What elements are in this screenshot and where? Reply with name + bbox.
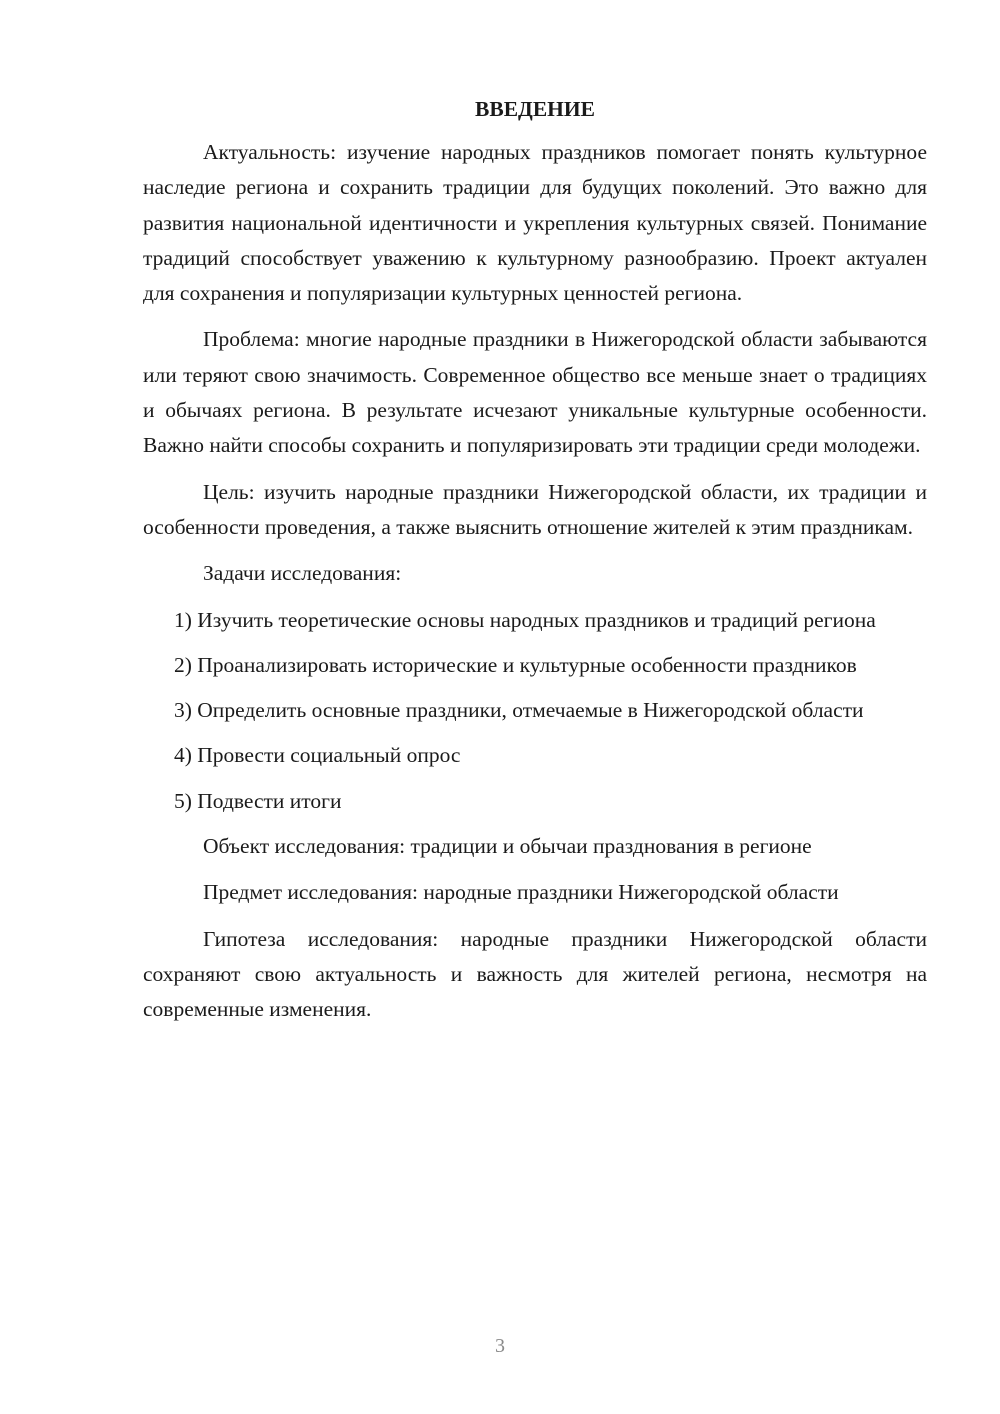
tasks-list bbox=[143, 603, 927, 819]
goal-paragraph: Цель: изучить народные праздники Нижегородской области, их традиции и особенности проведения, а также выяснить отношение жителей к этим праздникам. bbox=[143, 479, 927, 539]
relevance-paragraph: Актуальность: изучение народных праздников помогает понять культурное наследие региона и сохранить традиции для будущих поколений. Это важно для развития национальной идентичности и укрепления культурных связей. Понимание традиций способствует уважению к культурному разнообразию. Проект актуален для сохранения и популяризации культурных ценностей региона. bbox=[143, 140, 927, 306]
task-item-5: 5) Подвести итоги bbox=[174, 788, 342, 813]
problem-paragraph: Проблема: многие народные праздники в Нижегородской области забываются или теряют свою значимость. Современное общество все меньше знает о традициях и обычаях региона. В результате исчезают уникальные культурные особенности. Важно найти способы сохранить и популяризировать эти традиции среди молодежи. bbox=[143, 327, 927, 458]
page-number: 3 bbox=[495, 1335, 505, 1357]
task-item-1: 1) Изучить теоретические основы народных праздников и традиций региона bbox=[174, 607, 876, 632]
task-item-4: 4) Провести социальный опрос bbox=[174, 743, 461, 768]
subject-paragraph: Предмет исследования: народные праздники Нижегородской области bbox=[203, 880, 839, 905]
tasks-heading: Задачи исследования: bbox=[203, 561, 402, 586]
section-title: ВВЕДЕНИЕ bbox=[475, 97, 595, 121]
hypothesis-paragraph: Гипотеза исследования: народные праздники Нижегородской области сохраняют свою актуальность и важность для жителей региона, несмотря на современные изменения. bbox=[143, 926, 927, 1022]
task-item-2: 2) Проанализировать исторические и культурные особенности праздников bbox=[174, 652, 857, 677]
document-page bbox=[143, 92, 927, 1039]
object-paragraph: Объект исследования: традиции и обычаи празднования в регионе bbox=[203, 834, 812, 859]
task-item-3: 3) Определить основные праздники, отмечаемые в Нижегородской области bbox=[174, 698, 864, 723]
